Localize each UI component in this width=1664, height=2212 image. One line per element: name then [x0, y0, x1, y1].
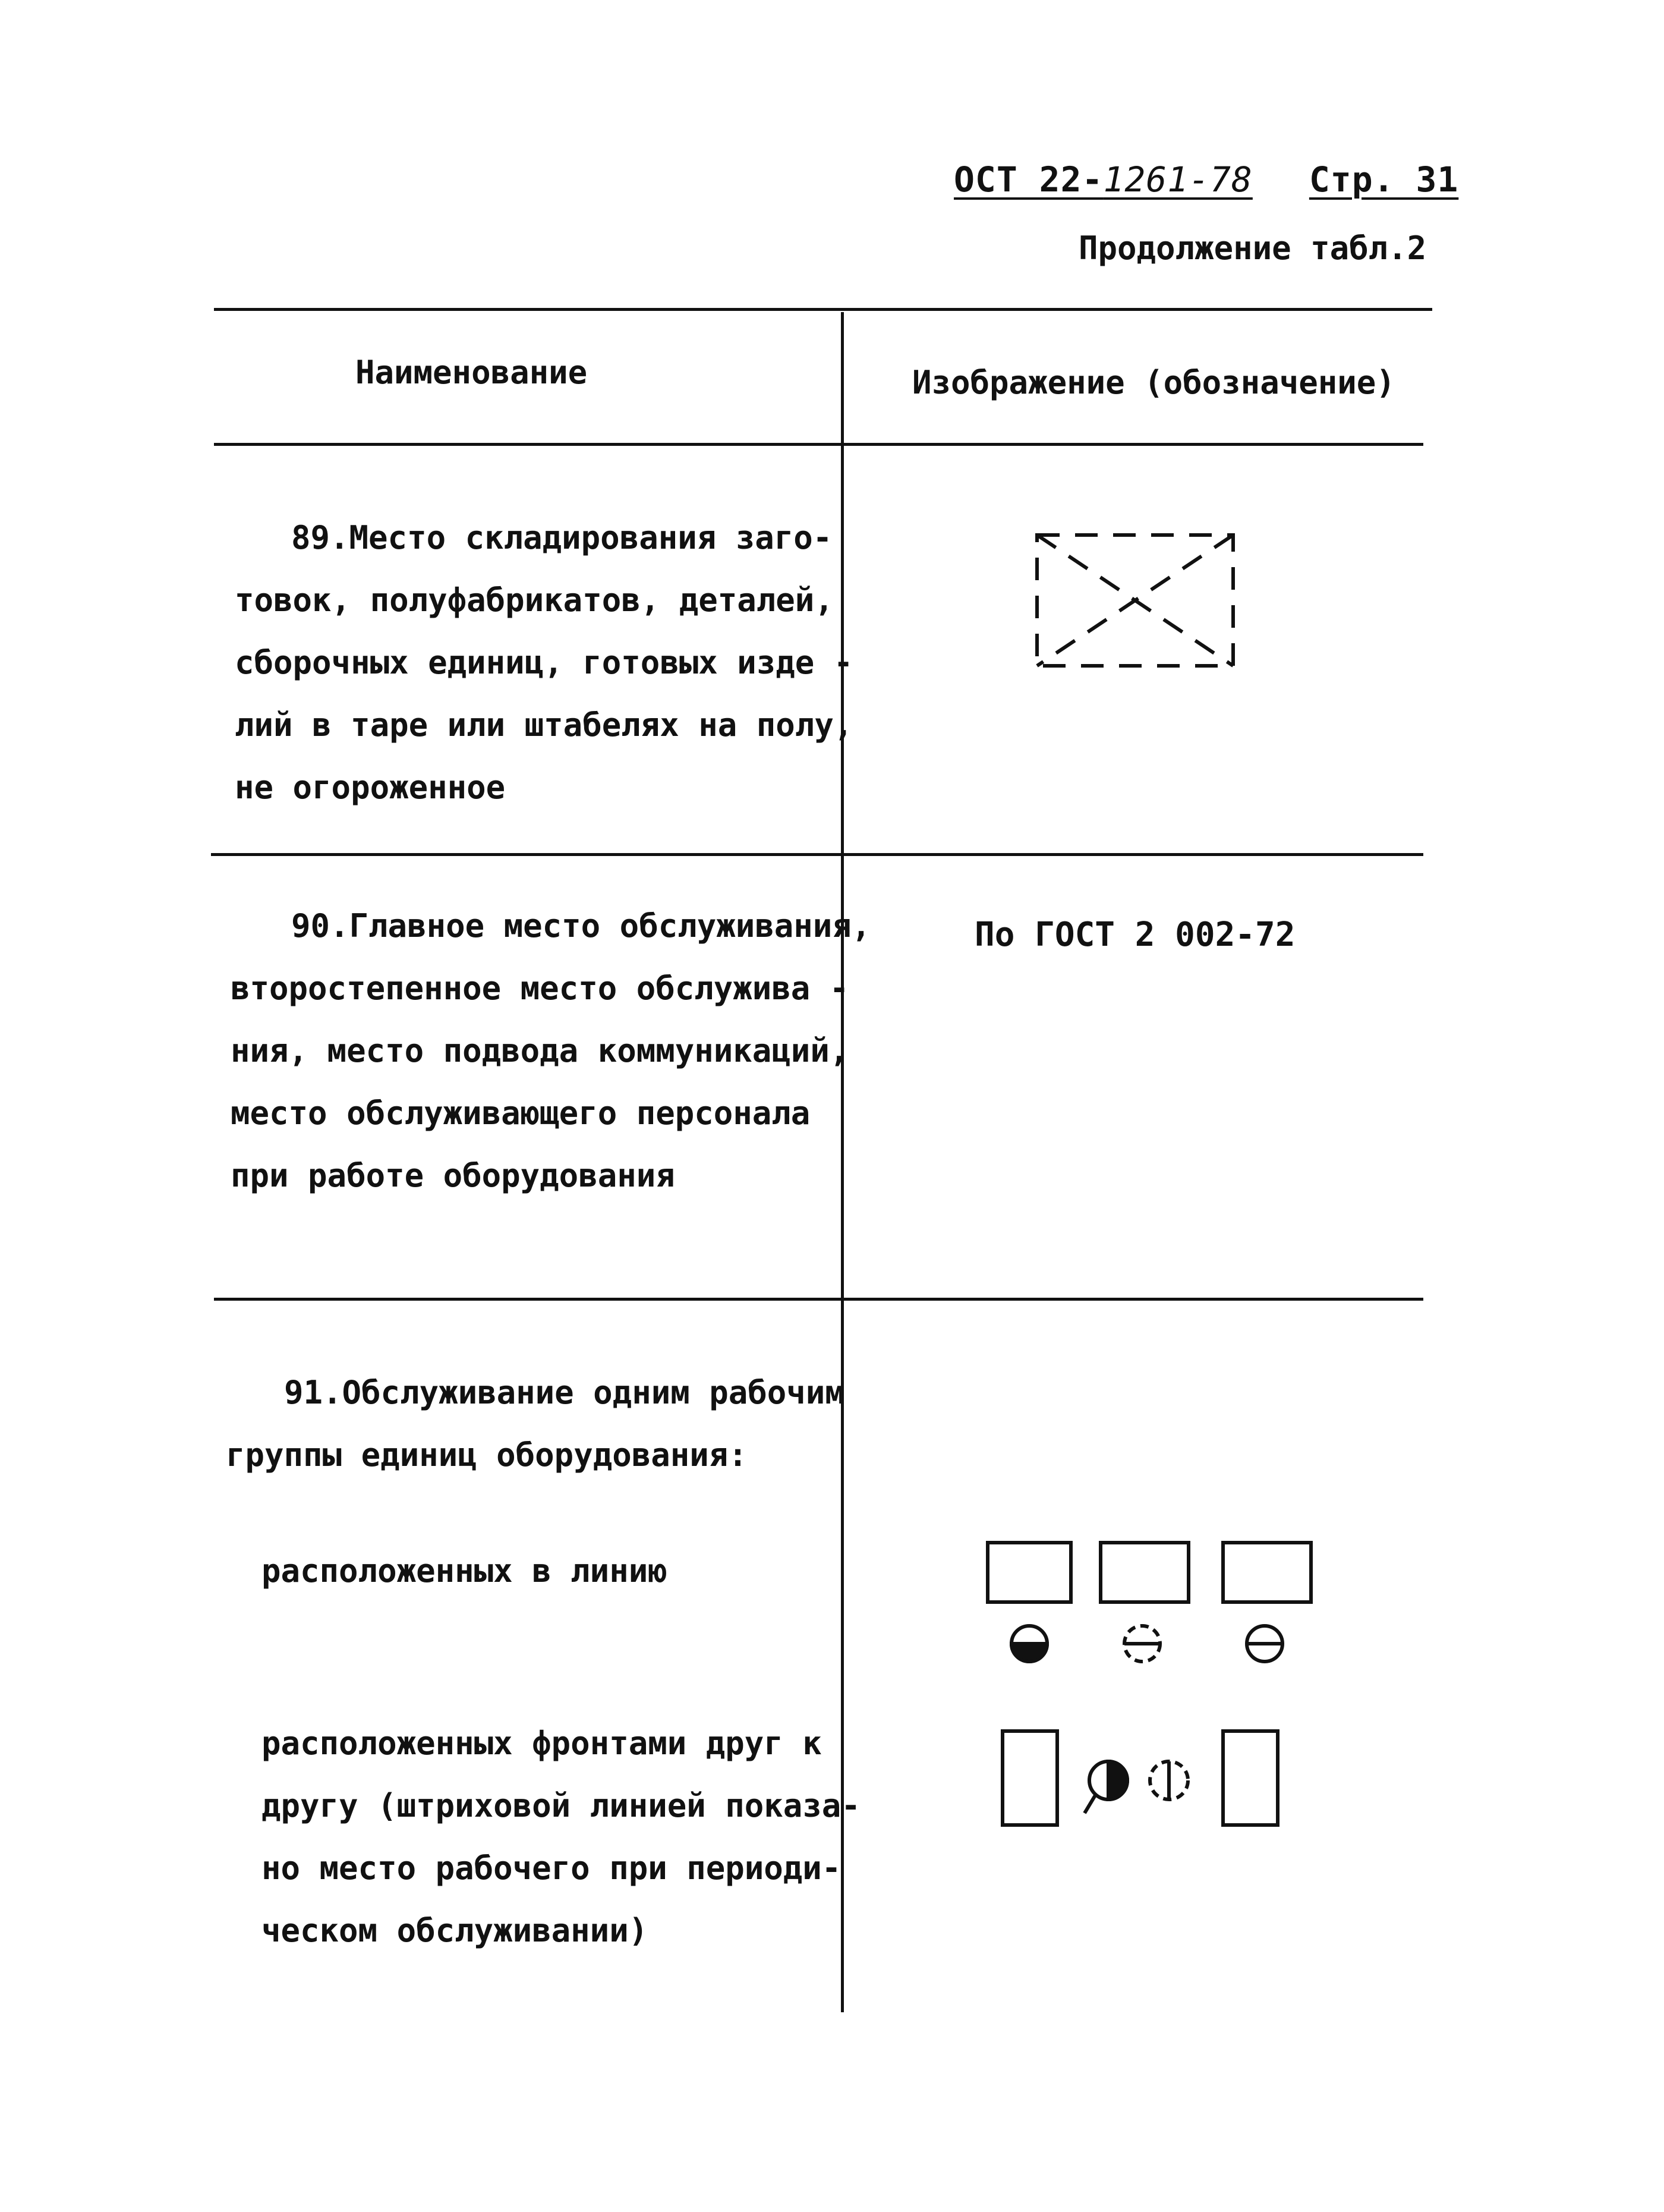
row-89-bottom-rule [211, 853, 1423, 856]
column-header-image: Изображение (обозначение) [912, 364, 1395, 401]
row-91-subitem-line: расположенных в линию [261, 1552, 667, 1590]
row-91-subitem-line: но место рабочего при периоди- [261, 1849, 842, 1887]
page-number: Стр. 31 [1309, 159, 1459, 200]
row-91-subitem-line: расположенных фронтами друг к [261, 1725, 822, 1762]
gost-reference: По ГОСТ 2 002-72 [975, 915, 1296, 954]
row-91-line: 91.Обслуживание одним рабочим [284, 1374, 844, 1411]
row-89-line: 89.Место складирования заго- [291, 519, 833, 556]
column-divider [841, 312, 844, 2012]
doc-number: 1261-78 [1103, 159, 1253, 200]
doc-prefix: ОСТ 22- [954, 159, 1104, 200]
row-89-line: сборочных единиц, готовых изде - [235, 644, 853, 681]
row-91-line: группы единиц оборудования: [226, 1436, 748, 1474]
row-90-line: место обслуживающего персонала [231, 1094, 811, 1132]
row-89-line: товок, полуфабрикатов, деталей, [235, 581, 834, 619]
row-90-line: второстепенное место обслужива - [231, 970, 849, 1007]
row-90-line: при работе оборудования [231, 1157, 675, 1194]
row-90-bottom-rule [214, 1298, 1423, 1301]
row-90-line: 90.Главное место обслуживания, [291, 907, 871, 945]
row-91-subitem-line: ческом обслуживании) [261, 1912, 648, 1949]
column-header-name: Наименование [355, 354, 588, 391]
dashed-storage-cross-icon [1028, 526, 1242, 675]
row-90-line: ния, место подвода коммуникаций, [231, 1032, 849, 1069]
table-continuation-label: Продолжение табл.2 [1079, 229, 1427, 267]
machines-facing-icon [989, 1724, 1304, 1831]
machines-in-line-icon [975, 1537, 1319, 1691]
row-89-line: лий в таре или штабелях на полу, [235, 706, 853, 744]
table-top-rule [214, 308, 1432, 311]
header-bottom-rule [214, 443, 1423, 446]
row-89-line: не огороженное [235, 769, 506, 806]
row-91-subitem-line: другу (штриховой линией показа- [261, 1787, 861, 1824]
document-designation [954, 159, 1458, 200]
